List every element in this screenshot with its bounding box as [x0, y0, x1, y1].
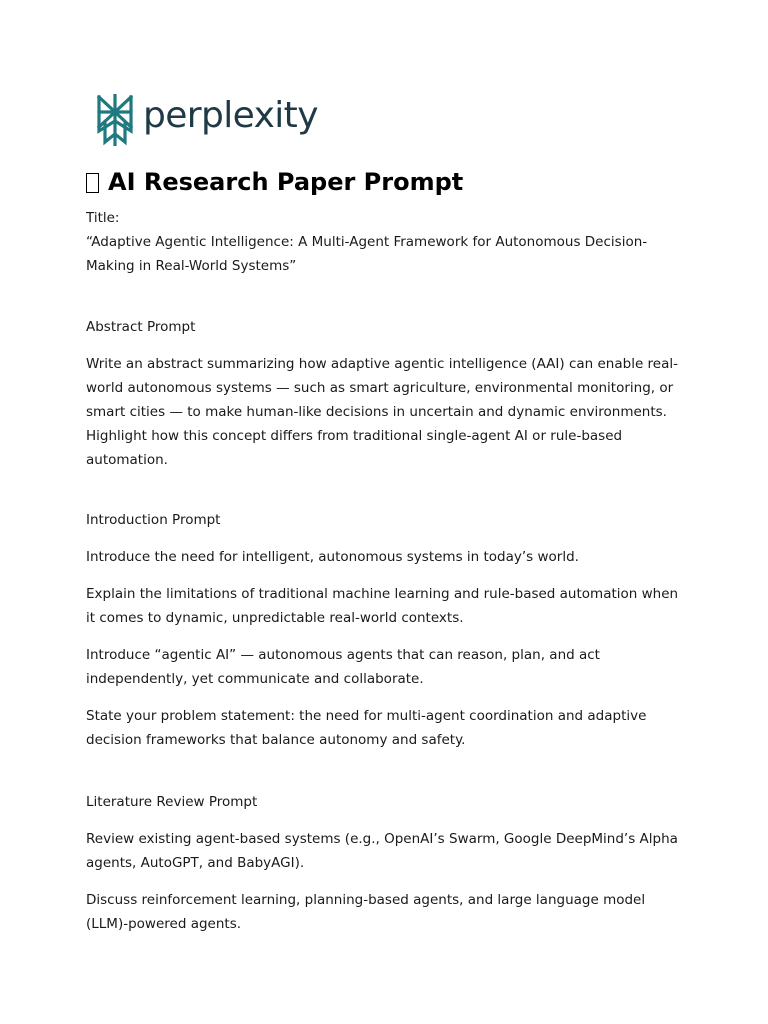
document-title	[86, 166, 463, 198]
introduction-heading: Introduction Prompt	[86, 512, 221, 528]
paper-title: “Adaptive Agentic Intelligence: A Multi-Agent Framework for Autonomous Decision-Making in Real-World Systems”	[86, 234, 648, 274]
abstract-paragraph: Write an abstract summarizing how adaptive agentic intelligence (AAI) can enable real-world autonomous systems — such as smart agriculture, environmental monitoring, or smart cities — to make human-like decisions in uncertain and dynamic environments. Highlight how this concept differs from traditional single-agent AI or rule-based automation.	[86, 356, 679, 468]
introduction-paragraph: Introduce the need for intelligent, autonomous systems in today’s world.	[86, 549, 579, 565]
literature-review-paragraph: Discuss reinforcement learning, planning-based agents, and large language model (LLM)-powered agents.	[86, 892, 646, 932]
literature-review-paragraph: Review existing agent-based systems (e.g., OpenAI’s Swarm, Google DeepMind’s Alpha agents, AutoGPT, and BabyAGI).	[86, 831, 678, 871]
logo-wordmark: perplexity	[143, 95, 318, 136]
paper-title-label: Title:	[86, 210, 120, 226]
missing-glyph-icon	[86, 173, 99, 193]
document-title-text: AI Research Paper Prompt	[108, 168, 464, 196]
perplexity-logo-icon	[94, 94, 136, 146]
introduction-paragraph: Explain the limitations of traditional machine learning and rule-based automation when it comes to dynamic, unpredictable real-world contexts.	[86, 586, 679, 626]
perplexity-logo	[94, 94, 318, 146]
introduction-paragraph: State your problem statement: the need for multi-agent coordination and adaptive decision frameworks that balance autonomy and safety.	[86, 708, 647, 748]
abstract-heading: Abstract Prompt	[86, 319, 196, 335]
literature-review-heading: Literature Review Prompt	[86, 794, 258, 810]
introduction-paragraph: Introduce “agentic AI” — autonomous agents that can reason, plan, and act independently, yet communicate and collaborate.	[86, 647, 600, 687]
